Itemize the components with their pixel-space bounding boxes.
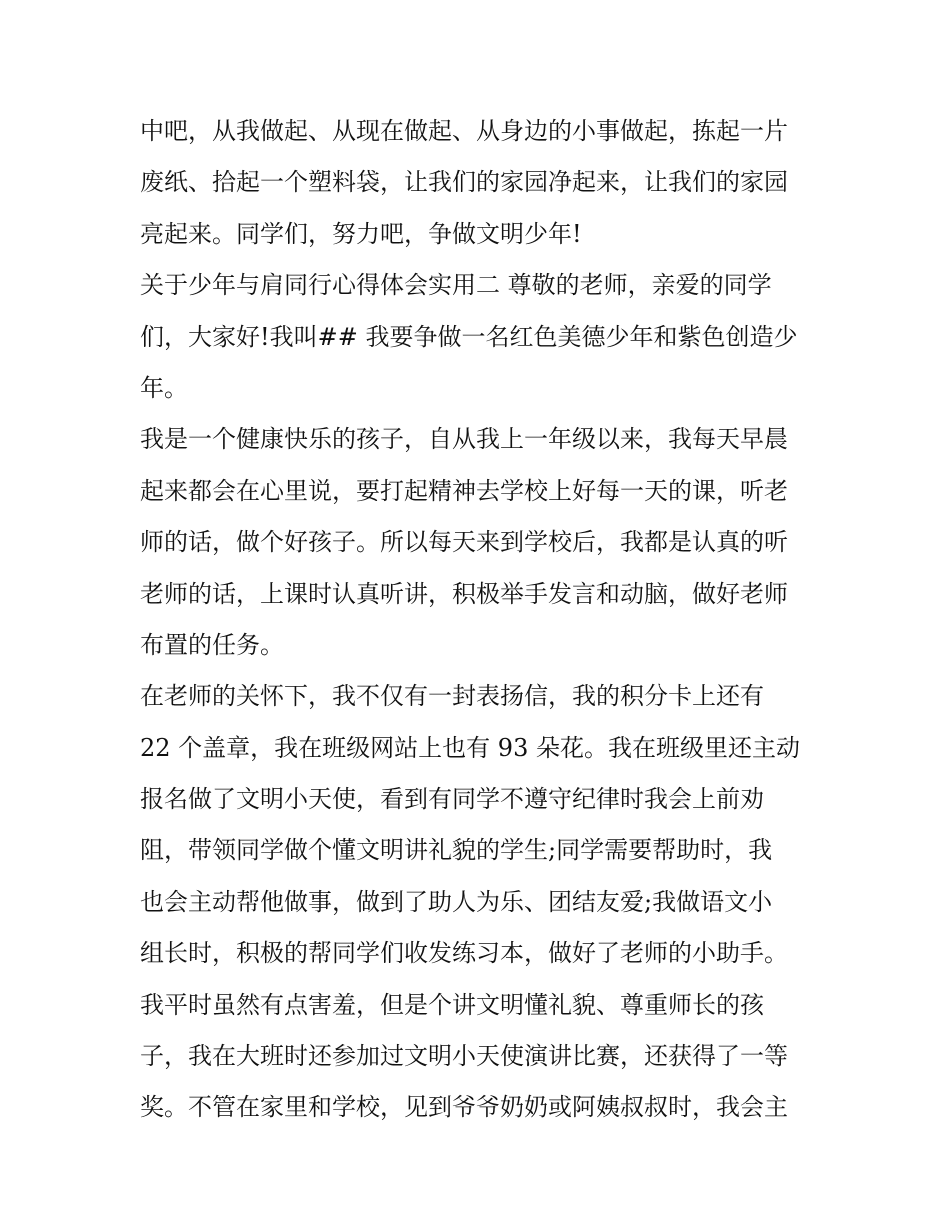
text-line: 起来都会在心里说，要打起精神去学校上好每一天的课，听老 [140, 476, 788, 505]
text-line: 师的话，做个好孩子。所以每天来到学校后，我都是认真的听 [140, 528, 788, 557]
text-line: 关于少年与肩同行心得体会实用二 尊敬的老师，亲爱的同学 [140, 271, 772, 300]
text-line: 阻，带领同学做个懂文明讲礼貌的学生;同学需要帮助时，我 [140, 836, 773, 865]
text-line: 中吧，从我做起、从现在做起、从身边的小事做起，拣起一片 [140, 117, 788, 145]
text-line: 们，大家好!我叫## 我要争做一名红色美德少年和紫色创造少 [140, 322, 798, 351]
text-line: 我是一个健康快乐的孩子，自从我上一年级以来，我每天早晨 [140, 425, 788, 454]
document-body [140, 106, 820, 1134]
text-line: 在老师的关怀下，我不仅有一封表扬信，我的积分卡上还有 [140, 682, 764, 711]
text-line: 布置的任务。 [140, 630, 284, 659]
text-line: 报名做了文明小天使，看到有同学不遵守纪律时我会上前劝 [140, 785, 764, 814]
text-line: 亮起来。同学们，努力吧，争做文明少年! [140, 219, 582, 248]
text-line: 22 个盖章，我在班级网站上也有 93 朵花。我在班级里还主动 [140, 733, 800, 762]
text-line: 组长时，积极的帮同学们收发练习本，做好了老师的小助手。 [140, 939, 788, 968]
text-line: 奖。不管在家里和学校，见到爷爷奶奶或阿姨叔叔时，我会主 [140, 1093, 788, 1122]
text-line: 老师的话，上课时认真听讲，积极举手发言和动脑，做好老师 [140, 579, 788, 608]
text-line: 子，我在大班时还参加过文明小天使演讲比赛，还获得了一等 [140, 1042, 788, 1071]
text-line: 也会主动帮他做事，做到了助人为乐、团结友爱;我做语文小 [140, 887, 773, 916]
text-line: 年。 [140, 373, 188, 402]
text-line: 废纸、拾起一个塑料袋，让我们的家园净起来，让我们的家园 [140, 168, 788, 197]
text-line: 我平时虽然有点害羞，但是个讲文明懂礼貌、尊重师长的孩 [140, 990, 764, 1019]
